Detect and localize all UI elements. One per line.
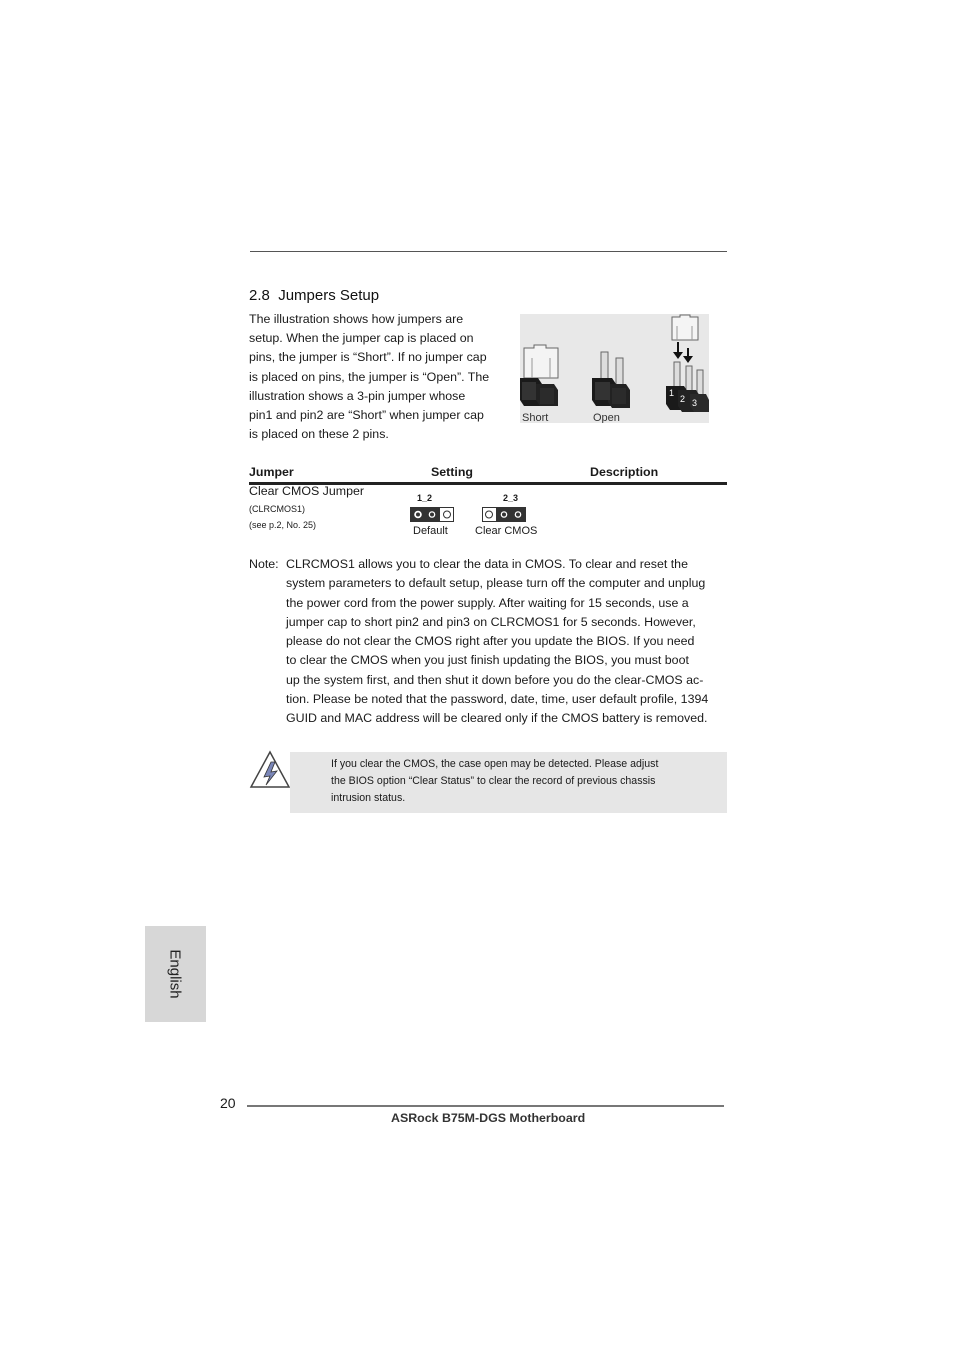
clear-pins-label: 2_3 [503,493,519,503]
clear-cmos-jumper-icon [482,507,527,523]
header-rule [250,251,727,252]
jumper-name: Clear CMOS Jumper [249,484,364,498]
short-label: Short [522,412,549,423]
table-header-description: Description [590,465,659,479]
page-number: 20 [220,1095,236,1111]
warning-line: intrusion status. [331,792,406,805]
warning-line: the BIOS option “Clear Status” to clear the record of previous chassis [331,775,656,788]
table-header-setting: Setting [431,465,473,479]
note-line: please do not clear the CMOS right after you update the BIOS. If you need [286,634,695,649]
section-title [249,287,379,304]
intro-line: pins, the jumper is “Short”. If no jumper cap [249,350,487,365]
warning-text [331,756,691,808]
note-text [286,555,727,729]
warning-icon [249,750,291,790]
intro-paragraph [249,310,499,444]
short-jumper-icon [520,345,558,406]
table-header-jumper: Jumper [249,465,294,479]
language-tab [145,926,206,1022]
note-line: GUID and MAC address will be cleared only if the CMOS battery is removed. [286,711,708,726]
pin-1-label: 1 [669,388,675,398]
default-caption: Default [413,525,448,537]
warning-line: If you clear the CMOS, the case open may be detected. Please adjust [331,758,659,770]
note-line: jumper cap to short pin2 and pin3 on CLRCMOS1 for 5 seconds. However, [286,614,696,629]
intro-line: setup. When the jumper cap is placed on [249,331,474,346]
pin-2-label: 2 [680,394,686,404]
section-title-text: Jumpers Setup [278,287,380,304]
intro-line: is placed on these 2 pins. [249,427,389,442]
note-line: to clear the CMOS when you just finish updating the BIOS, you must boot [286,653,689,668]
pin-3-label: 3 [692,398,698,408]
footer-rule [247,1105,724,1107]
language-tab-label: English [166,949,184,999]
default-pins-label: 1_2 [417,493,433,503]
clear-cmos-caption: Clear CMOS [475,525,538,537]
open-label: Open [593,412,620,423]
note-label: Note: [249,557,279,571]
section-number: 2.8 [249,287,270,304]
jumper-code: (CLRCMOS1) [249,504,306,514]
note-line: tion. Please be noted that the password, date, time, user default profile, 1394 [286,692,709,707]
note-line: the power cord from the power supply. After waiting for 15 seconds, use a [286,595,689,610]
jumper-illustration [520,314,709,423]
default-jumper-icon [410,507,455,523]
note-line: CLRCMOS1 allows you to clear the data in CMOS. To clear and reset the [286,557,688,571]
intro-line: illustration shows a 3-pin jumper whose [249,388,466,403]
note-line: system parameters to default setup, please turn off the computer and unplug [286,576,706,591]
intro-line: The illustration shows how jumpers are [249,312,464,326]
intro-line: is placed on pins, the jumper is “Open”. The [249,369,490,384]
intro-line: pin1 and pin2 are “Short” when jumper cap [249,408,484,423]
note-line: up the system first, and then shut it down before you do the clear-CMOS ac- [286,672,704,687]
footer-title: ASRock B75M-DGS Motherboard [391,1111,586,1125]
jumper-reference: (see p.2, No. 25) [249,520,317,530]
